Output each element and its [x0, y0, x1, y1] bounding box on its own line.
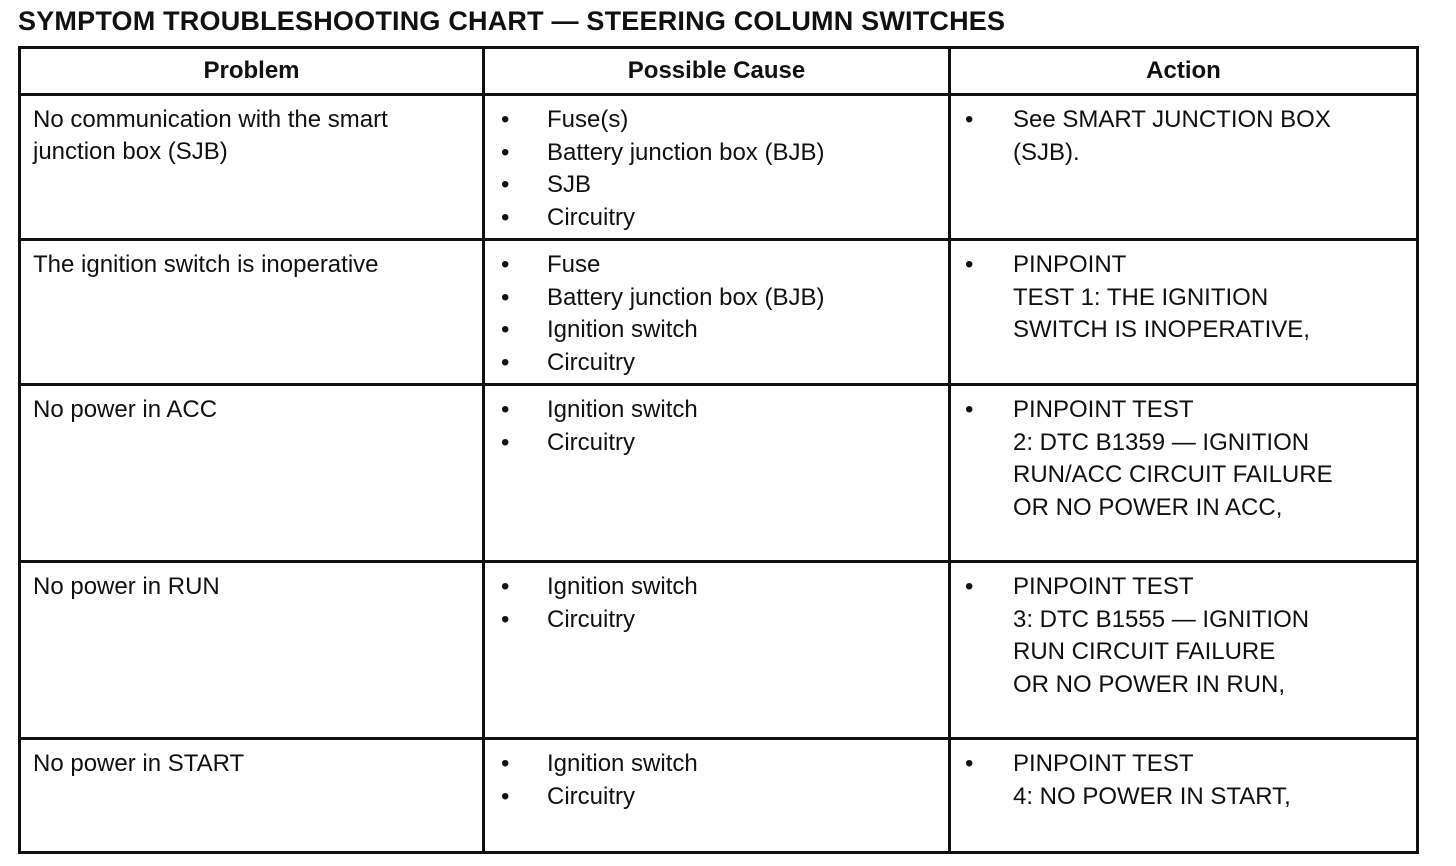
table-row — [20, 95, 1418, 240]
action-item — [951, 96, 1416, 169]
action-text: PINPOINT TEST 2: DTC B1359 — IGNITION RUN/ACC CIRCUIT FAILURE OR NO POWER IN ACC, — [1013, 396, 1333, 521]
bullet-icon: • — [501, 348, 510, 376]
problem-cell — [20, 385, 484, 562]
cause-cell — [484, 95, 950, 240]
cause-item — [497, 571, 940, 604]
problem-text: No power in RUN — [33, 573, 220, 600]
cause-label: Circuitry — [547, 605, 635, 633]
bullet-icon: • — [501, 171, 510, 198]
problem-cell — [20, 240, 484, 385]
problem-text: The ignition switch is inoperative — [33, 251, 379, 278]
cause-label: Circuitry — [547, 428, 635, 456]
bullet-icon: • — [501, 106, 510, 133]
cause-item — [497, 249, 940, 282]
cause-label: Ignition switch — [547, 396, 698, 423]
cause-item — [497, 427, 940, 460]
action-text: See SMART JUNCTION BOX (SJB). — [1013, 106, 1331, 166]
bullet-icon: • — [501, 203, 510, 231]
bullet-icon: • — [965, 251, 974, 278]
action-cell — [950, 562, 1418, 739]
cause-label: Ignition switch — [547, 316, 698, 343]
bullet-icon: • — [965, 750, 974, 777]
bullet-icon: • — [501, 251, 510, 278]
cause-item — [497, 169, 940, 202]
bullet-icon: • — [501, 750, 510, 777]
cause-cell — [484, 562, 950, 739]
cause-cell — [484, 385, 950, 562]
problem-text: No communication with the smart junction box (SJB) — [33, 106, 388, 165]
table-row — [20, 385, 1418, 562]
action-cell — [950, 95, 1418, 240]
table-row — [20, 240, 1418, 385]
cause-item — [497, 748, 940, 781]
header-problem: Problem — [20, 48, 484, 95]
action-text: PINPOINT TEST 4: NO POWER IN START, — [1013, 750, 1291, 810]
cause-list — [485, 563, 948, 636]
cause-list — [485, 241, 948, 379]
cause-item — [497, 202, 940, 235]
cause-label: Fuse(s) — [547, 106, 629, 133]
problem-text: No power in ACC — [33, 396, 218, 423]
bullet-icon: • — [965, 396, 974, 423]
cause-item — [497, 781, 940, 814]
bullet-icon: • — [501, 605, 510, 633]
cause-label: Circuitry — [547, 348, 635, 376]
bullet-icon: • — [501, 283, 510, 311]
cause-label: SJB — [547, 171, 592, 198]
cause-label: Battery junction box (BJB) — [547, 138, 825, 166]
cause-cell — [484, 240, 950, 385]
cause-label: Ignition switch — [547, 573, 698, 600]
action-item — [951, 386, 1416, 524]
cause-item — [497, 104, 940, 137]
cause-item — [497, 394, 940, 427]
cause-item — [497, 137, 940, 170]
table-header-row — [20, 48, 1418, 95]
bullet-icon: • — [965, 573, 974, 600]
action-item — [951, 241, 1416, 347]
cause-label: Ignition switch — [547, 750, 698, 777]
action-cell — [950, 240, 1418, 385]
troubleshooting-table — [18, 46, 1419, 854]
bullet-icon: • — [501, 782, 510, 810]
table-row — [20, 562, 1418, 739]
bullet-icon: • — [501, 396, 510, 423]
cause-item — [497, 604, 940, 637]
cause-cell — [484, 739, 950, 853]
problem-cell — [20, 562, 484, 739]
problem-cell — [20, 95, 484, 240]
cause-label: Battery junction box (BJB) — [547, 283, 825, 311]
problem-text: No power in START — [33, 750, 245, 777]
page-title: SYMPTOM TROUBLESHOOTING CHART — STEERING COLUMN SWITCHES — [18, 6, 1006, 36]
table-row — [20, 739, 1418, 853]
header-action: Action — [950, 48, 1418, 95]
cause-label: Circuitry — [547, 782, 635, 810]
action-text: PINPOINT TEST 3: DTC B1555 — IGNITION RUN CIRCUIT FAILURE OR NO POWER IN RUN, — [1013, 573, 1310, 698]
cause-list — [485, 96, 948, 234]
cause-label: Circuitry — [547, 203, 635, 231]
cause-list — [485, 740, 948, 813]
bullet-icon: • — [501, 138, 510, 166]
action-cell — [950, 739, 1418, 853]
action-item — [951, 563, 1416, 701]
bullet-icon: • — [965, 106, 974, 133]
bullet-icon: • — [501, 573, 510, 600]
problem-cell — [20, 739, 484, 853]
cause-item — [497, 282, 940, 315]
cause-item — [497, 347, 940, 380]
bullet-icon: • — [501, 428, 510, 456]
bullet-icon: • — [501, 316, 510, 343]
header-possible-cause: Possible Cause — [484, 48, 950, 95]
action-item — [951, 740, 1416, 813]
action-text: PINPOINT TEST 1: THE IGNITION SWITCH IS INOPERATIVE, — [1013, 251, 1310, 343]
cause-item — [497, 314, 940, 347]
cause-list — [485, 386, 948, 459]
cause-label: Fuse — [547, 251, 601, 278]
action-cell — [950, 385, 1418, 562]
